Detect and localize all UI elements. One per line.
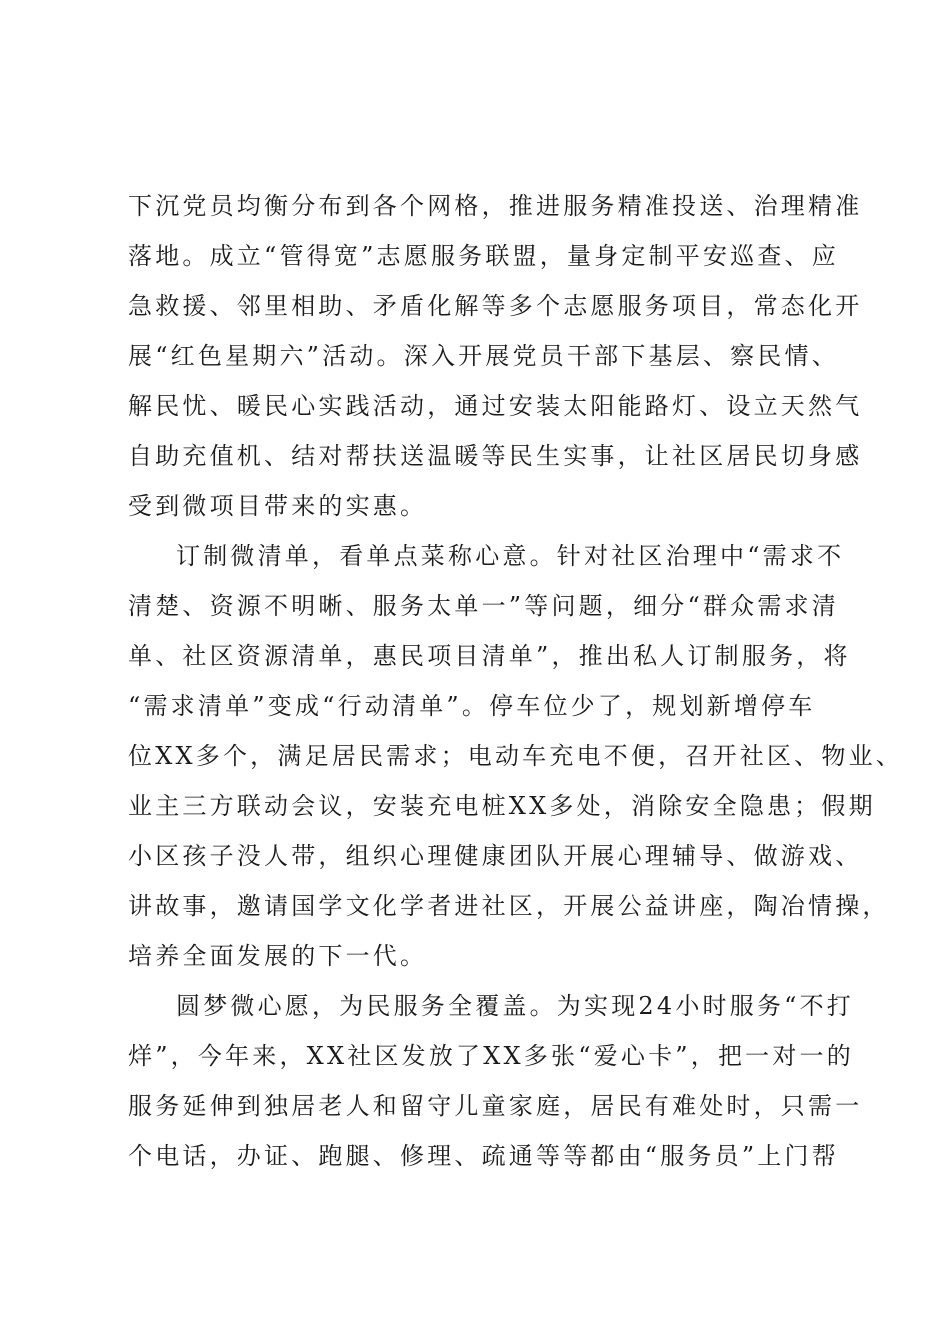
text-line: 个电话，办证、跑腿、修理、疏通等等都由“服务员”上门帮 xyxy=(128,1142,839,1170)
text-line: 单、社区资源清单，惠民项目清单”，推出私人订制服务，将 xyxy=(128,642,851,670)
paragraph-first-line: 圆梦微心愿，为民服务全覆盖。为实现24小时服务“不打 xyxy=(176,992,855,1020)
text-line: 讲故事，邀请国学文化学者进社区，开展公益讲座，陶冶情操， xyxy=(128,892,890,920)
text-line: “需求清单”变成“行动清单”。停车位少了，规划新增停车 xyxy=(128,692,816,720)
text-line: 清楚、资源不明晰、服务太单一”等问题，细分“群众需求清 xyxy=(128,592,839,620)
paragraph-first-line: 订制微清单，看单点菜称心意。针对社区治理中“需求不 xyxy=(176,542,845,570)
text-line: 培养全面发展的下一代。 xyxy=(128,942,428,970)
text-line: 落地。成立“管得宽”志愿服务联盟，量身定制平安巡查、应 xyxy=(128,242,839,270)
text-line: 小区孩子没人带，组织心理健康团队开展心理辅导、做游戏、 xyxy=(128,842,863,870)
text-line: 急救援、邻里相助、矛盾化解等多个志愿服务项目，常态化开 xyxy=(128,292,863,320)
text-line: 下沉党员均衡分布到各个网格，推进服务精准投送、治理精准 xyxy=(128,192,863,220)
text-line: 展“红色星期六”活动。深入开展党员干部下基层、察民情、 xyxy=(128,342,839,370)
text-line: 烊”，今年来，XX社区发放了XX多张“爱心卡”，把一对一的 xyxy=(128,1042,854,1070)
text-line: 受到微项目带来的实惠。 xyxy=(128,492,428,520)
text-line: 解民忧、暖民心实践活动，通过安装太阳能路灯、设立天然气 xyxy=(128,392,863,420)
text-line: 业主三方联动会议，安装充电桩XX多处，消除安全隐患；假期 xyxy=(128,792,876,820)
text-line: 自助充值机、结对帮扶送温暖等民生实事，让社区居民切身感 xyxy=(128,442,863,470)
text-line: 服务延伸到独居老人和留守儿童家庭，居民有难处时，只需一 xyxy=(128,1092,863,1120)
text-line: 位XX多个，满足居民需求；电动车充电不便，召开社区、物业、 xyxy=(128,742,903,770)
